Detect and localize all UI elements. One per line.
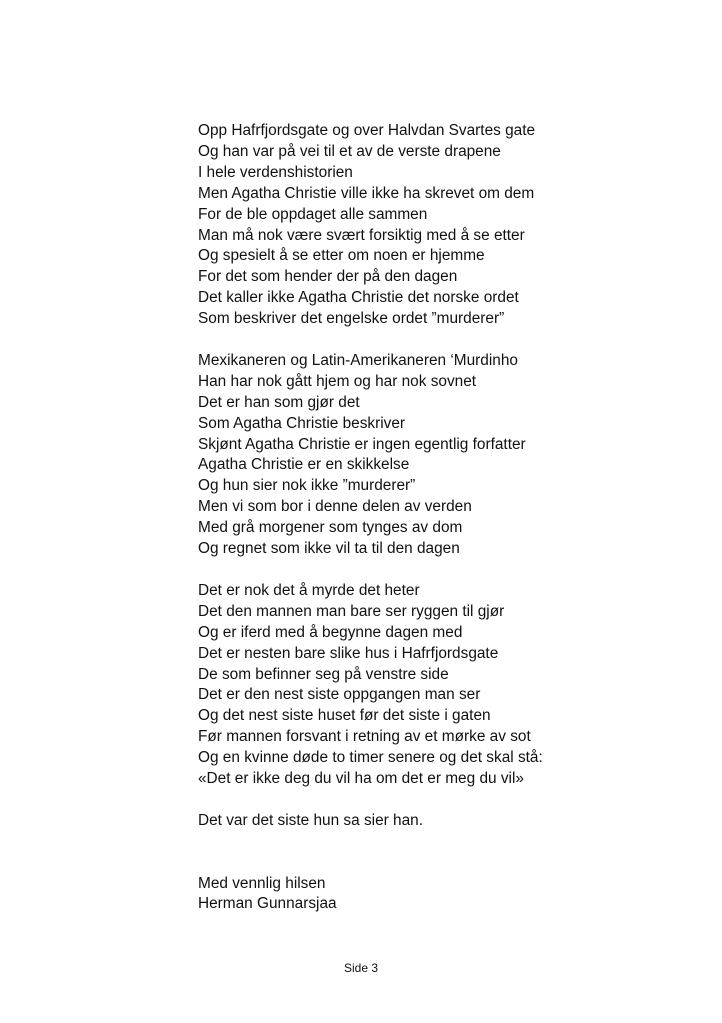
poem-line: Og regnet som ikke vil ta til den dagen xyxy=(198,540,460,558)
poem-line: Og spesielt å se etter om noen er hjemme xyxy=(198,247,485,265)
stanza-1 xyxy=(198,121,668,330)
author-name: Herman Gunnarsjaa xyxy=(198,895,337,913)
poem-line: Og han var på vei til et av de verste drapene xyxy=(198,142,501,160)
poem-line: Det var det siste hun sa sier han. xyxy=(198,811,423,829)
poem-line: Skjønt Agatha Christie er ingen egentlig forfatter xyxy=(198,435,526,453)
signature-block xyxy=(198,874,668,916)
poem-line: Men Agatha Christie ville ikke ha skrevet om dem xyxy=(198,184,535,202)
poem-line: Mexikaneren og Latin-Amerikaneren ‘Murdinho xyxy=(198,351,518,369)
poem-line: Det er nok det å myrde det heter xyxy=(198,581,420,599)
poem-line: Det kaller ikke Agatha Christie det norske ordet xyxy=(198,289,519,307)
poem-line: I hele verdenshistorien xyxy=(198,163,353,181)
stanza-2 xyxy=(198,351,668,560)
poem-line: Som Agatha Christie beskriver xyxy=(198,414,406,432)
poem-line: Opp Hafrfjordsgate og over Halvdan Svartes gate xyxy=(198,122,536,139)
poem-line: Og hun sier nok ikke ”murderer” xyxy=(198,477,416,495)
poem-line: Det er den nest siste oppgangen man ser xyxy=(198,686,481,704)
poem-line: Som beskriver det engelske ordet ”murderer” xyxy=(198,310,505,328)
poem-line: Og er iferd med å begynne dagen med xyxy=(198,623,463,641)
poem-line: Det er han som gjør det xyxy=(198,393,360,411)
poem-line: Agatha Christie er en skikkelse xyxy=(198,456,410,474)
poem-line: Og en kvinne døde to timer senere og det skal stå: xyxy=(198,749,543,767)
poem-line: For det som hender der på den dagen xyxy=(198,268,458,286)
poem-line: Det er nesten bare slike hus i Hafrfjordsgate xyxy=(198,644,499,662)
poem-line: Men vi som bor i denne delen av verden xyxy=(198,498,472,516)
closing-salutation: Med vennlig hilsen xyxy=(198,874,326,892)
poem-line: Med grå morgener som tynges av dom xyxy=(198,519,463,537)
poem-line: Før mannen forsvant i retning av et mørke av sot xyxy=(198,728,531,746)
poem-line: Og det nest siste huset før det siste i gaten xyxy=(198,707,491,725)
poem-line: For de ble oppdaget alle sammen xyxy=(198,205,428,223)
stanza-3 xyxy=(198,581,668,790)
poem-line: De som befinner seg på venstre side xyxy=(198,665,449,683)
poem-line: Det den mannen man bare ser ryggen til gjør xyxy=(198,602,505,620)
poem-line: «Det er ikke deg du vil ha om det er meg du vil» xyxy=(198,770,524,788)
poem-line: Man må nok være svært forsiktig med å se etter xyxy=(198,226,525,244)
stanza-4 xyxy=(198,811,668,832)
page-number: Side 3 xyxy=(343,961,379,975)
poem-text xyxy=(198,121,668,915)
poem-line: Han har nok gått hjem og har nok sovnet xyxy=(198,372,477,390)
